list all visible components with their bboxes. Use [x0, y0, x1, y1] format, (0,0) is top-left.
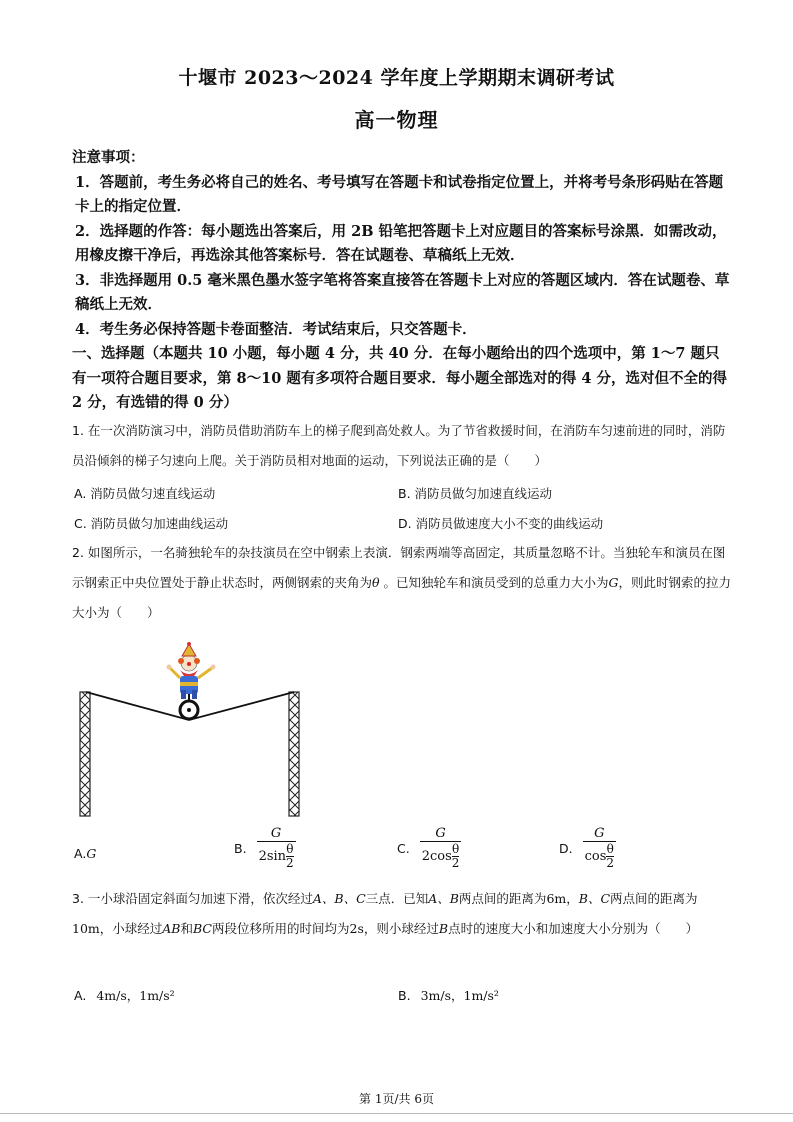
q3-stem-part: 三点．已知 [365, 891, 429, 906]
question-3-stem [72, 884, 732, 944]
segment-ab: AB [162, 921, 181, 936]
half-angle-den: 2 [286, 856, 294, 870]
q3-stem-part: ， [566, 891, 579, 906]
q3-stem-part: 和 [180, 921, 194, 936]
q1-option-c[interactable]: C. 消防员做匀加速曲线运动 [74, 516, 229, 531]
half-angle [452, 843, 460, 870]
half-angle-den: 2 [606, 856, 615, 870]
question-2-stem [72, 538, 732, 628]
note-item: 2．选择题的作答：每小题选出答案后，用 2B 铅笔把答题卡上对应题目的答案标号涂黑．如需改动，用橡皮擦干净后，再选涂其他答案标号．答在试题卷、草稿纸上无效． [75, 222, 727, 264]
q2-option-a[interactable] [74, 846, 96, 861]
trig-text: 2sin [258, 849, 287, 864]
half-angle-num: θ [451, 842, 460, 856]
fraction-numerator: G [594, 826, 605, 841]
q3-stem-part: 两点间的距离为 [610, 891, 698, 906]
page-footer: 第 1页/共 6页 [359, 1092, 434, 1106]
q3-points: A、B、C [312, 891, 366, 906]
distance-bc: 10m [72, 921, 100, 936]
note-item: 1．答题前，考生务必将自己的姓名、考号填写在答题卡和试卷指定位置上，并将考号条形码贴在答题卡上的指定位置． [75, 173, 724, 215]
option-label: C. [397, 840, 410, 856]
clown-performer [167, 642, 216, 699]
q2-stem-part: 。已知独轮车和演员受到的总重力大小为 [379, 575, 609, 590]
q3-points-bc: B、C [578, 891, 611, 906]
half-angle-num: θ [286, 842, 294, 856]
q2-stem-part: 2. 如图所示，一名骑独轮车的杂技演员在空中钢索上表演．钢索两端等高固定，其质量忽略不计。当独轮车和演员在图示钢索正中央位置处于静止状态时，两侧钢索的夹角为 [72, 545, 726, 590]
half-angle [286, 843, 294, 870]
section-heading: 一、选择题（本题共 10 小题，每小题 4 分，共 40 分．在每小题给出的四个选项中，第 1～7 题只有一项符合题目要求，第 8～10 题有多项符合题目要求．每小题全部选对的得 4 分，选对但不全的得 2 分，有选错的得 0 分） [72, 345, 728, 411]
q3-stem-part: ，小球经过 [99, 921, 163, 936]
notes-heading: 注意事项： [72, 149, 145, 166]
note-item: 4．考生务必保持答题卡卷面整洁．考试结束后，只交答题卡． [75, 320, 477, 338]
distance-ab: 6m [546, 891, 567, 906]
question-1-stem: 1. 在一次消防演习中，消防员借助消防车上的梯子爬到高处救人。为了节省救援时间，在消防车匀速前进的同时，消防员沿倾斜的梯子匀速向上爬。关于消防员相对地面的运动，下列说法正确的是（ ） [72, 423, 726, 468]
trig-text: 2cos [421, 849, 452, 864]
right-tower [289, 692, 299, 816]
q2-stem-part: ，则此时钢索的拉力大小为（ ） [72, 575, 732, 620]
option-label: D. [559, 840, 573, 856]
q1-option-a[interactable]: A. 消防员做匀速直线运动 [74, 486, 216, 501]
q2-option-b[interactable] [234, 826, 296, 870]
trig-text: cos [584, 849, 607, 864]
q1-option-b[interactable]: B. 消防员做匀加速直线运动 [398, 486, 553, 501]
fraction-denominator [257, 841, 296, 870]
notes-block [72, 146, 732, 342]
segment-bc: BC [193, 921, 212, 936]
gravity-symbol: G [608, 575, 619, 590]
option-label: B. [398, 988, 411, 1003]
fraction [420, 826, 462, 870]
bottom-divider [0, 1113, 793, 1114]
q3-stem-part: 3. 一小球沿固定斜面匀加速下滑，依次经过 [72, 891, 313, 906]
q3-stem-part: 两段位移所用的时间均为 [212, 921, 350, 936]
half-angle [606, 843, 614, 870]
fraction [583, 826, 616, 870]
q3-option-b[interactable] [398, 986, 499, 1004]
option-value: G [86, 846, 97, 861]
subject-title: 高一物理 [354, 108, 439, 132]
fraction-denominator [420, 841, 462, 870]
option-value: 4m/s，1m/s² [96, 988, 175, 1003]
q3-stem-part: ，则小球经过 [363, 921, 439, 936]
point-b: B [438, 921, 449, 936]
q1-option-d[interactable]: D. 消防员做速度大小不变的曲线运动 [398, 516, 604, 531]
fraction-denominator [583, 841, 616, 870]
exam-title: 十堰市 2023～2024 学年度上学期期末调研考试 [178, 67, 615, 89]
option-label: A. [74, 846, 87, 861]
time-interval: 2s [349, 921, 364, 936]
half-angle-den: 2 [451, 856, 460, 870]
q2-option-c[interactable] [397, 826, 461, 870]
note-item: 3．非选择题用 0.5 毫米黑色墨水签字笔将答案直接答在答题卡上对应的答题区域内．答在试题卷、草稿纸上无效． [75, 271, 730, 313]
q3-points-ab: A、B [428, 891, 459, 906]
q3-stem-part: 点时的速度大小和加速度大小分别为（ ） [448, 921, 699, 936]
fraction-numerator: G [270, 826, 282, 841]
unicyclist-figure [70, 640, 310, 820]
theta-symbol: θ [372, 575, 380, 590]
q2-option-d[interactable] [559, 826, 616, 870]
fraction [257, 826, 296, 870]
q3-option-a[interactable] [74, 986, 175, 1004]
fraction-numerator: G [435, 826, 446, 841]
half-angle-num: θ [606, 842, 614, 856]
option-label: B. [234, 840, 247, 856]
q3-stem-part: 两点间的距离为 [458, 891, 547, 906]
option-label: A. [74, 988, 87, 1003]
left-tower [80, 692, 90, 816]
option-value: 3m/s，1m/s² [420, 988, 499, 1003]
